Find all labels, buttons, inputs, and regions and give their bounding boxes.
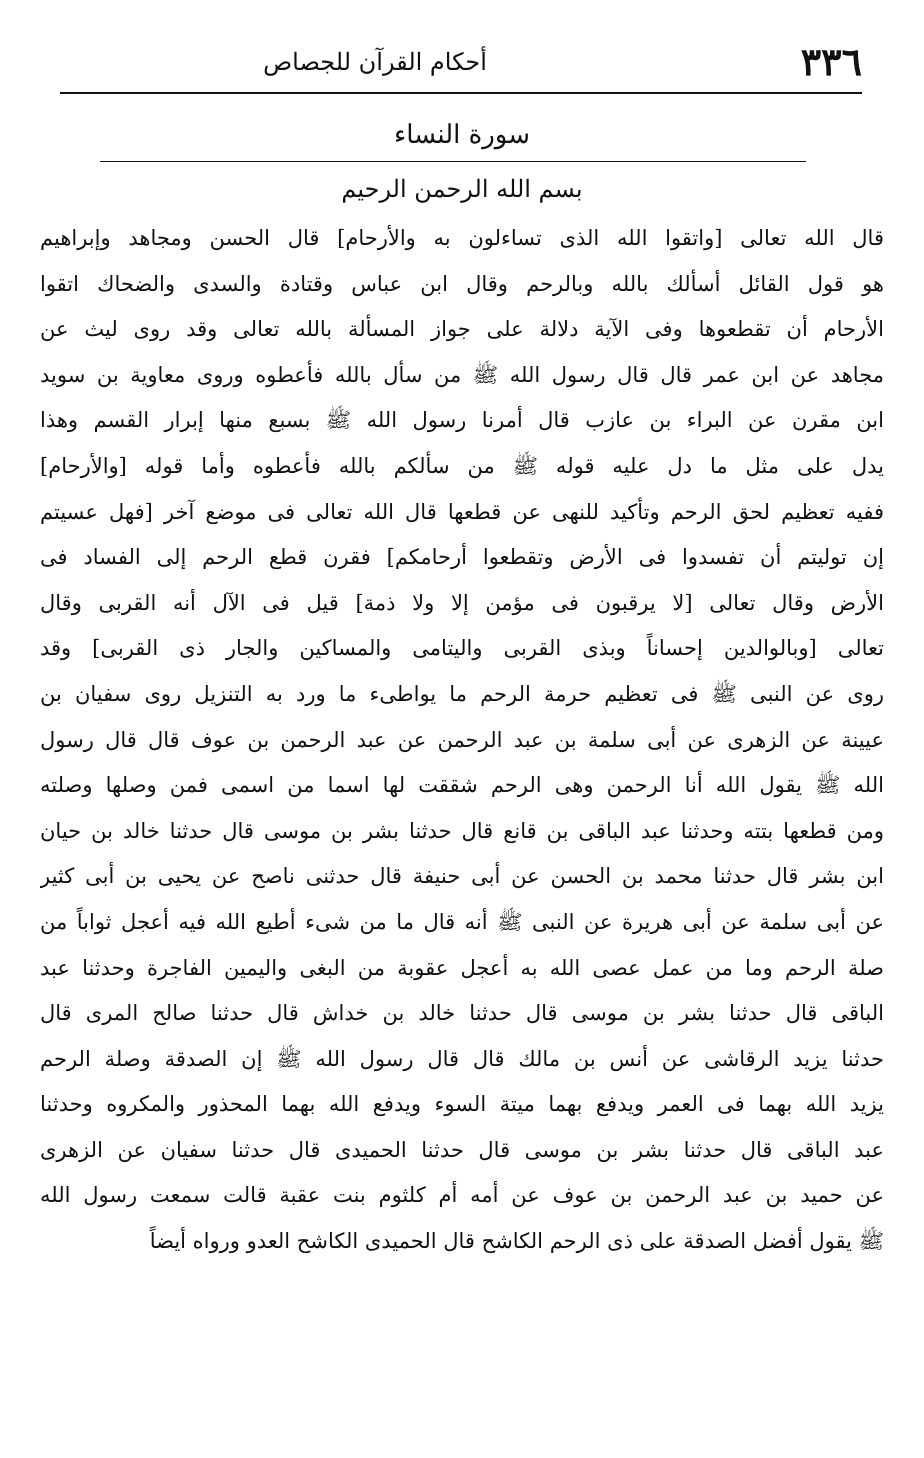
text-line: تعالى [وبالوالدين إحساناً وبذى القربى واليتامى والمساكين والجار ذى القربى] وقد bbox=[40, 636, 884, 661]
text-line: روى عن النبى ﷺ فى تعظيم حرمة الرحم ما يواطىء ما ورد به التنزيل روى سفيان بن bbox=[40, 681, 884, 706]
text-line: ابن مقرن عن البراء بن عازب قال أمرنا رسول الله ﷺ بسبع منها إبرار القسم وهذا bbox=[40, 408, 884, 433]
text-line: ففيه تعظيم لحق الرحم وتأكيد للنهى عن قطعها قال الله تعالى فى موضع آخر [فهل عسيتم bbox=[40, 499, 884, 524]
text-line: الله ﷺ يقول الله أنا الرحمن وهى الرحم شققت لها اسما من اسمى فمن وصلها وصلته bbox=[40, 773, 884, 798]
text-line: يزيد الله بهما فى العمر ويدفع بهما ميتة السوء ويدفع الله بهما المحذور والمكروه وحدثنا bbox=[40, 1092, 884, 1117]
text-line: الباقى قال حدثنا بشر بن موسى قال حدثنا خالد بن خداش قال حدثنا صالح المرى قال bbox=[40, 1001, 884, 1026]
body-text bbox=[40, 216, 884, 1265]
text-line: يدل على مثل ما دل عليه قوله ﷺ من سألكم بالله فأعطوه وأما قوله [والأرحام] bbox=[40, 453, 884, 478]
text-line: عن حميد بن عبد الرحمن بن عوف عن أمه أم كلثوم بنت عقبة قالت سمعت رسول الله bbox=[40, 1183, 884, 1208]
running-title: أحكام القرآن للجصاص bbox=[263, 48, 487, 76]
text-line: إن توليتم أن تفسدوا فى الأرض وتقطعوا أرحامكم] فقرن قطع الرحم إلى الفساد فى bbox=[40, 545, 884, 570]
text-line: قال الله تعالى [واتقوا الله الذى تساءلون به والأرحام] قال الحسن ومجاهد وإبراهيم bbox=[40, 226, 884, 250]
text-line: مجاهد عن ابن عمر قال قال رسول الله ﷺ من سأل بالله فأعطوه وروى معاوية بن سويد bbox=[40, 362, 884, 387]
text-line: ومن قطعها بتته وحدثنا عبد الباقى بن قانع قال حدثنا بشر بن موسى قال حدثنا خالد بن حيان bbox=[40, 818, 884, 843]
page-header bbox=[38, 38, 862, 88]
text-line: الأرحام أن تقطعوها وفى الآية دلالة على جواز المسألة بالله تعالى وقد روى ليث عن bbox=[40, 317, 884, 342]
text-line: هو قول القائل أسألك بالله وبالرحم وقال ابن عباس وقتادة والسدى والضحاك اتقوا bbox=[40, 271, 884, 296]
surah-title: سورة النساء bbox=[394, 120, 530, 150]
text-line: الأرض وقال تعالى [لا يرقبون فى مؤمن إلا ولا ذمة] قيل فى الآل أنه القربى وقال bbox=[40, 590, 884, 615]
basmala: بسم الله الرحمن الرحيم bbox=[341, 175, 583, 203]
surah-divider bbox=[100, 161, 806, 162]
text-line: عن أبى سلمة عن أبى هريرة عن النبى ﷺ أنه قال ما من شىء أطيع الله فيه أعجل ثواباً من bbox=[40, 909, 884, 934]
page-number: ٣٣٦ bbox=[800, 39, 862, 84]
text-line: عيينة عن الزهرى عن أبى سلمة بن عبد الرحمن عن عبد الرحمن بن عوف قال قال رسول bbox=[40, 727, 884, 752]
text-line: صلة الرحم وما من عمل عصى الله به أعجل عقوبة من البغى واليمين الفاجرة وحدثنا عبد bbox=[40, 955, 884, 980]
text-line: ﷺ يقول أفضل الصدقة على ذى الرحم الكاشح قال الحميدى الكاشح العدو ورواه أيضاً bbox=[149, 1229, 884, 1254]
text-line: ابن بشر قال حدثنا محمد بن الحسن عن أبى حنيفة قال حدثنى ناصح عن يحيى بن أبى كثير bbox=[40, 864, 884, 889]
text-line: حدثنا يزيد الرقاشى عن أنس بن مالك قال قال رسول الله ﷺ إن الصدقة وصلة الرحم bbox=[40, 1046, 884, 1071]
header-divider bbox=[60, 92, 862, 94]
text-line: عبد الباقى قال حدثنا بشر بن موسى قال حدثنا الحميدى قال حدثنا سفيان عن الزهرى bbox=[40, 1137, 884, 1162]
